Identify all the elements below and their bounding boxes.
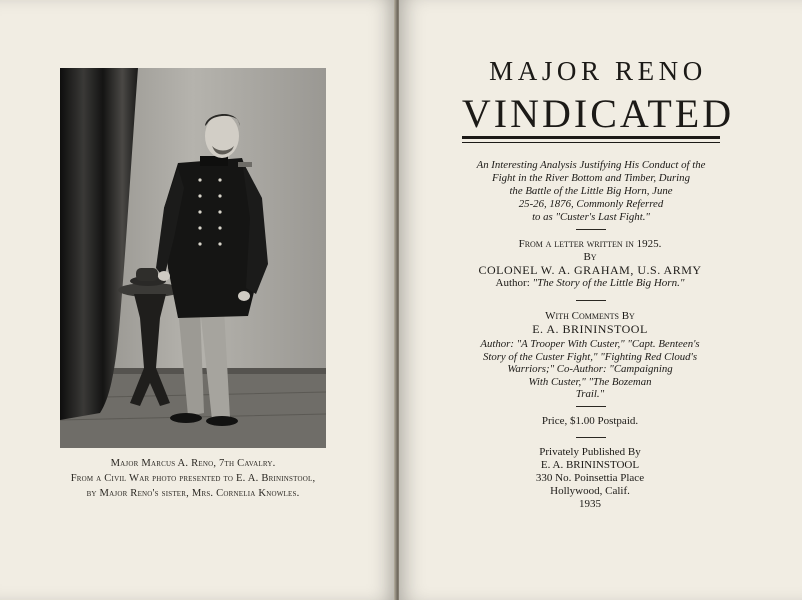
author-credit (440, 277, 740, 290)
comments-block (440, 310, 740, 336)
caption-line: Major Marcus A. Reno, 7th Cavalry. (110, 458, 276, 469)
publisher-name: E. A. BRININSTOOL (540, 459, 640, 471)
subtitle-line: to as "Custer's Last Fight." (532, 211, 650, 223)
credit-line: Trail." (575, 388, 605, 400)
subtitle-line: the Battle of the Little Big Horn, June (509, 185, 673, 197)
comments-intro: With Comments By (545, 310, 635, 322)
letter-intro: From a letter written in 1925. (518, 238, 662, 250)
publisher-address-2: Hollywood, Calif. (550, 485, 630, 497)
publisher-address-1: 330 No. Poinsettia Place (535, 472, 645, 484)
publication-year: 1935 (579, 498, 601, 510)
comments-name: E. A. BRININSTOOL (532, 322, 648, 336)
author-credit-title: "The Story of the Little Big Horn." (532, 277, 685, 289)
portrait-photograph (60, 68, 326, 448)
price-text: Price, $1.00 Postpaid. (541, 415, 639, 427)
by-label: By (583, 251, 597, 263)
credit-line: Author: "A Trooper With Custer," "Capt. Benteen's (480, 338, 700, 350)
price-block (440, 415, 740, 428)
title-rule-thin (462, 142, 720, 143)
portrait-illustration (60, 68, 326, 448)
section-divider (576, 406, 606, 407)
subtitle-line: An Interesting Analysis Justifying His Conduct of the (476, 159, 706, 171)
author-block (440, 238, 740, 290)
publisher-block (440, 446, 740, 511)
title-rule-thick (462, 136, 720, 139)
title-line-2: VINDICATED (461, 91, 735, 136)
credit-line: Story of the Custer Fight," "Fighting Red Cloud's (482, 350, 698, 363)
title-line-1: MAJOR RENO (489, 56, 707, 86)
published-by: Privately Published By (539, 446, 641, 458)
caption-line: by Major Reno's sister, Mrs. Cornelia Knowles. (86, 488, 300, 499)
section-divider (576, 437, 606, 438)
subtitle-line: 25-26, 1876, Commonly Referred (518, 198, 664, 210)
subtitle-block (455, 159, 727, 224)
credit-line: With Custer," "The Bozeman (528, 375, 652, 388)
author-credit-prefix: Author: (495, 277, 533, 289)
caption-line: From a Civil War photo presented to E. A. Brininstool, (70, 473, 316, 484)
subtitle-line: Fight in the River Bottom and Timber, During (492, 172, 690, 184)
comments-credits (440, 338, 740, 401)
photo-caption (40, 456, 346, 501)
section-divider (576, 300, 606, 301)
section-divider (576, 229, 606, 230)
author-name: COLONEL W. A. GRAHAM, U.S. ARMY (478, 263, 702, 277)
credit-line: Warriors;" Co-Author: "Campaigning (507, 363, 673, 375)
left-page (0, 0, 396, 600)
